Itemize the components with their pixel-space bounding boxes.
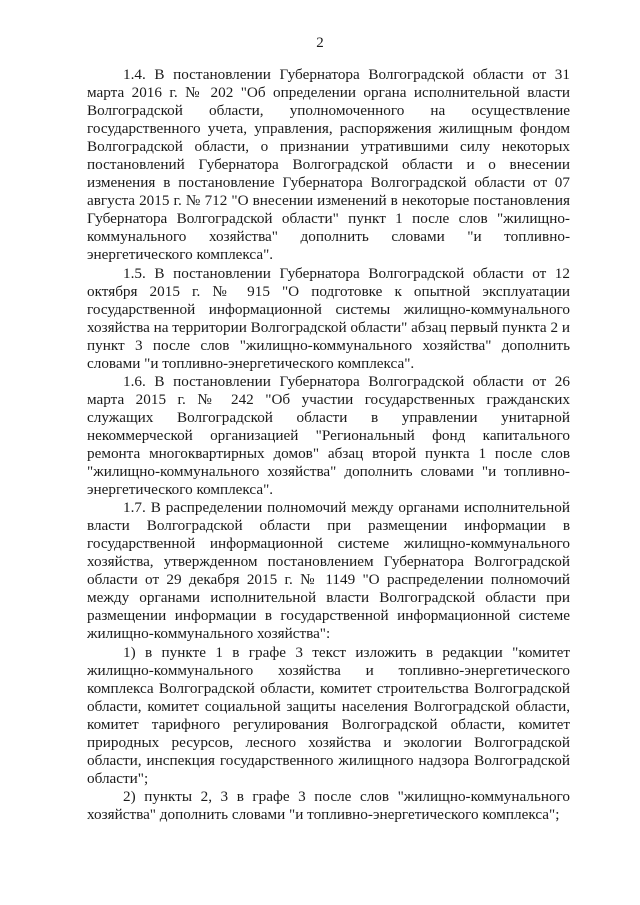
paragraph-1-6: 1.6. В постановлении Губернатора Волгоградской области от 26 марта 2015 г. № 242 "Об участии государственных гражданских служащих Волгоградской области в управлении унитарной некоммерческой организацией "Региональный фонд капитального ремонта многоквартирных домов" абзац второй пункта 1 после слов "жилищно-коммунального хозяйства" дополнить словами "и топливно-энергетического комплекса".: [87, 372, 570, 499]
paragraph-1-4: 1.4. В постановлении Губернатора Волгоградской области от 31 марта 2016 г. № 202 "Об определении органа исполнительной власти Волгоградской области, уполномоченного на осуществление государственного учета, управления, распоряжения жилищным фондом Волгоградской области, о признании утратившими силу некоторых постановлений Губернатора Волгоградской области и о внесении изменения в постановление Губернатора Волгоградской области от 07 августа 2015 г. № 712 "О внесении изменений в некоторые постановления Губернатора Волгоградской области" пункт 1 после слов "жилищно-коммунального хозяйства" дополнить словами "и топливно-энергетического комплекса".: [87, 66, 570, 264]
page-number: 2: [316, 35, 324, 51]
list-item-2: 2) пункты 2, 3 в графе 3 после слов "жилищно-коммунального хозяйства" дополнить словами "и топливно-энергетического комплекса";: [87, 787, 570, 823]
paragraph-1-5: 1.5. В постановлении Губернатора Волгоградской области от 12 октября 2015 г. № 915 "О подготовке к опытной эксплуатации государственной информационной системы жилищно-коммунального хозяйства на территории Волгоградской области" абзац первый пункта 2 и пункт 3 после слов "жилищно-коммунального хозяйства" дополнить словами "и топливно-энергетического комплекса".: [87, 264, 570, 372]
paragraph-1-7: 1.7. В распределении полномочий между органами исполнительной власти Волгоградской области при размещении информации в государственной информационной системе жилищно-коммунального хозяйства, утвержденном постановлением Губернатора Волгоградской области от 29 декабря 2015 г. № 1149 "О распределении полномочий между органами исполнительной власти Волгоградской области при размещении информации в государственной информационной системе жилищно-коммунального хозяйства":: [87, 499, 570, 643]
document-body: [87, 66, 570, 824]
list-item-1: 1) в пункте 1 в графе 3 текст изложить в редакции "комитет жилищно-коммунального хозяйства и топливно-энергетического комплекса Волгоградской области, комитет строительства Волгоградской области, комитет социальной защиты населения Волгоградской области, комитет тарифного регулирования Волгоградской области, комитет природных ресурсов, лесного хозяйства и экологии Волгоградской области, инспекция государственного жилищного надзора Волгоградской области";: [87, 643, 570, 787]
